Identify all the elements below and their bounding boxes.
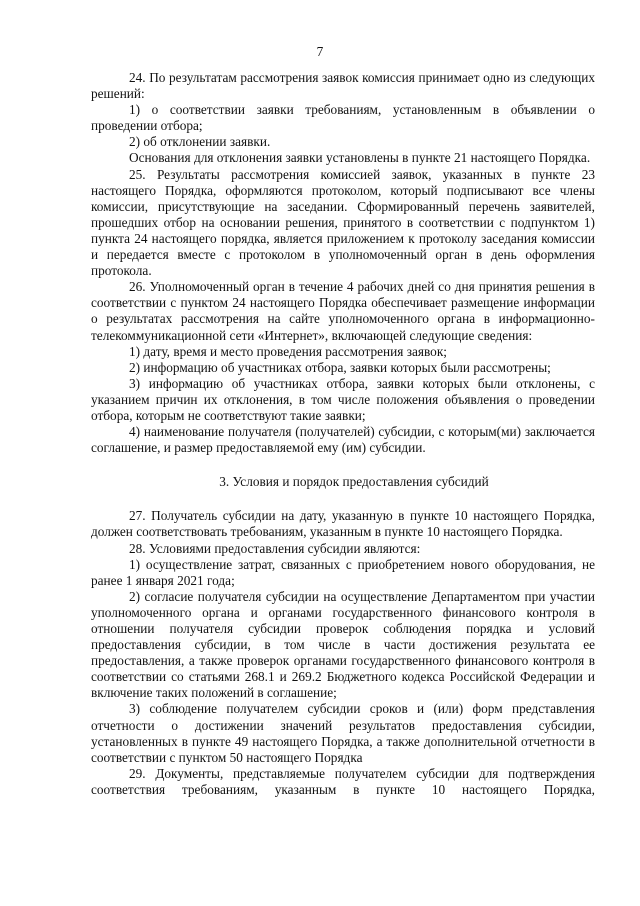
paragraph-27: 27. Получатель субсидии на дату, указанную в пункте 10 настоящего Порядка, должен соответствовать требованиям, указанным в пункте 10 настоящего Порядка.	[91, 508, 595, 540]
paragraph-29: 29. Документы, представляемые получателем субсидии для подтверждения соответствия требованиям, указанным в пункте 10 настоящего Порядка,	[91, 765, 595, 797]
document-body	[91, 70, 595, 798]
paragraph-28-item-3: 3) соблюдение получателем субсидии сроков и (или) форм представления отчетности о достижении значений результатов предоставления субсидии, установленных в пункте 49 настоящего Порядка, а также дополнительной отчетности в соответствии с пунктом 50 настоящего Порядка	[91, 701, 595, 765]
paragraph-25: 25. Результаты рассмотрения комиссией заявок, указанных в пункте 23 настоящего Порядка, оформляются протоколом, который подписывают все члены комиссии, присутствующие на заседании. Сформированный перечень заявителей, прошедших отбор на основании решения, принятого в соответствии с подпунктом 1) пункта 24 настоящего порядка, является приложением к протоколу заседания комиссии и передается вместе с протоколом в уполномоченный орган в день оформления протокола.	[91, 166, 595, 279]
paragraph-26: 26. Уполномоченный орган в течение 4 рабочих дней со дня принятия решения в соответствии с пунктом 24 настоящего Порядка обеспечивает размещение информации о результатах рассмотрения на сайте уполномоченного органа в информационно-телекоммуникационной сети «Интернет», включающей следующие сведения:	[91, 279, 595, 343]
paragraph-28: 28. Условиями предоставления субсидии являются:	[129, 540, 421, 556]
paragraph-28-item-1: 1) осуществление затрат, связанных с приобретением нового оборудования, не ранее 1 января 2021 года;	[91, 556, 595, 588]
paragraph-24: 24. По результатам рассмотрения заявок комиссия принимает одно из следующих решений:	[91, 70, 595, 102]
paragraph-26-item-4: 4) наименование получателя (получателей) субсидии, с которым(ми) заключается соглашение, и размер предоставляемой ему (им) субсидии.	[91, 424, 595, 456]
section-heading: 3. Условия и порядок предоставления субсидий	[219, 474, 489, 490]
page-number: 7	[316, 44, 324, 59]
paragraph-24-item-2: 2) об отклонении заявки.	[129, 134, 271, 150]
paragraph-26-item-3: 3) информацию об участниках отбора, заявки которых были отклонены, с указанием причин их отклонения, в том числе положения объявления о проведении отбора, которым не соответствуют такие заявки;	[91, 375, 595, 423]
paragraph-26-item-1: 1) дату, время и место проведения рассмотрения заявок;	[129, 343, 447, 359]
paragraph-28-item-2: 2) согласие получателя субсидии на осуществление Департаментом при участии уполномоченного органа и органами государственного финансового контроля в отношении получателя субсидии проверок соблюдения порядка и условий предоставления субсидии, в том числе в части достижения результата ее предоставления, а также проверок органами государственного финансового контроля в соответствии со статьями 268.1 и 269.2 Бюджетного кодекса Российской Федерации и включение таких положений в соглашение;	[91, 588, 595, 701]
paragraph-26-item-2: 2) информацию об участниках отбора, заявки которых были рассмотрены;	[129, 359, 551, 375]
paragraph-24-item-1: 1) о соответствии заявки требованиям, установленным в объявлении о проведении отбора;	[91, 102, 595, 134]
paragraph-rejection-grounds: Основания для отклонения заявки установлены в пункте 21 настоящего Порядка.	[129, 150, 591, 166]
